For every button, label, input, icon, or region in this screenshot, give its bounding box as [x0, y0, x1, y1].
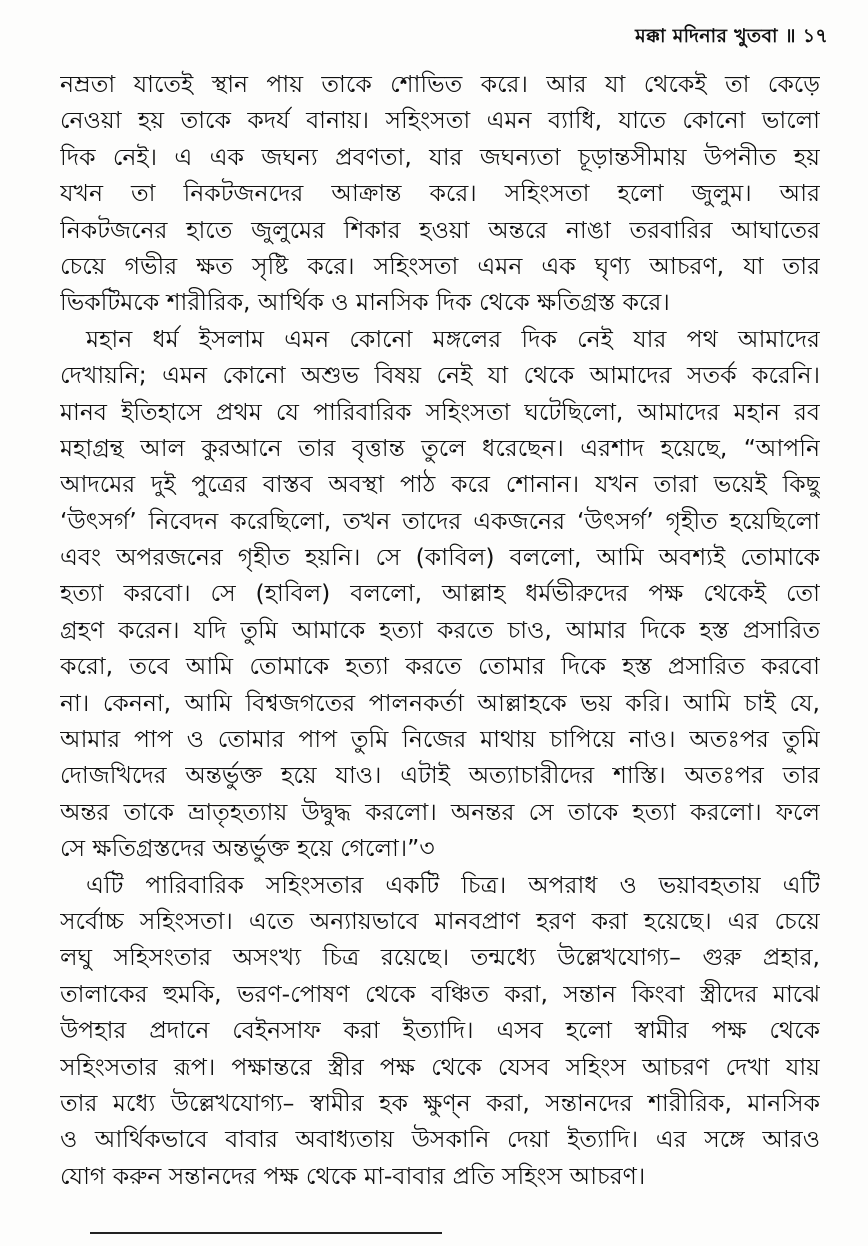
- running-header: মক্কা মদিনার খুতবা ॥ ১৭: [635, 25, 828, 47]
- text-line: করো, তবে আমি তোমাকে হত্যা করতে তোমার দিকে হস্ত প্রসারিত করবো: [60, 652, 820, 681]
- text-line: আদমের দুই পুত্রের বাস্তব অবস্থা পাঠ করে শোনান। যখন তারা ভয়েই কিছু: [60, 470, 820, 499]
- text-line: এবং অপরজনের গৃহীত হয়নি। সে (কাবিল) বললো, আমি অবশ্যই তোমাকে: [60, 543, 820, 572]
- text-line: গ্রহণ করেন। যদি তুমি আমাকে হত্যা করতে চাও, আমার দিকে হস্ত প্রসারিত: [60, 615, 820, 644]
- text-line: হত্যা করবো। সে (হাবিল) বললো, আল্লাহ ধর্মভীরুদের পক্ষ থেকেই তো: [60, 579, 820, 608]
- text-line: দিক নেই। এ এক জঘন্য প্রবণতা, যার জঘন্যতা চূড়ান্তসীমায় উপনীত হয়: [60, 142, 820, 171]
- text-line: নম্রতা যাতেই স্থান পায় তাকে শোভিত করে। আর যা থেকেই তা কেড়ে: [60, 70, 820, 98]
- text-line: যোগ করুন সন্তানদের পক্ষ থেকে মা-বাবার প্রতি সহিংস আচরণ।: [60, 1161, 646, 1190]
- text-line: নিকটজনের হাতে জুলুমের শিকার হওয়া অন্তরে নাঙা তরবারির আঘাতের: [60, 215, 820, 244]
- text-line: মহান ধর্ম ইসলাম এমন কোনো মঙ্গলের দিক নেই যার পথ আমাদের: [86, 324, 820, 353]
- text-line: দেখায়নি; এমন কোনো অশুভ বিষয় নেই যা থেকে আমাদের সতর্ক করেনি।: [60, 361, 820, 390]
- text-line: না। কেননা, আমি বিশ্বজগতের পালনকর্তা আল্লাহকে ভয় করি। আমি চাই যে,: [60, 688, 820, 717]
- text-line: ‘উৎসর্গ’ নিবেদন করেছিলো, তখন তাদের একজনের ‘উৎসর্গ’ গৃহীত হয়েছিলো: [60, 506, 820, 535]
- text-line: তালাকের হুমকি, ভরণ-পোষণ থেকে বঞ্চিত করা, সন্তান কিংবা স্ত্রীদের মাঝে: [60, 979, 820, 1008]
- text-line: অন্তর তাকে ভ্রাতৃহত্যায় উদ্বুদ্ধ করলো। অনন্তর সে তাকে হত্যা করলো। ফলে: [60, 797, 820, 826]
- text-line: নেওয়া হয় তাকে কদর্য বানায়। সহিংসতা এমন ব্যাধি, যাতে কোনো ভালো: [60, 106, 820, 135]
- text-line: এটি পারিবারিক সহিংসতার একটি চিত্র। অপরাধ ও ভয়াবহতায় এটি: [86, 870, 820, 899]
- text-line: সর্বোচ্চ সহিংসতা। এতে অন্যায়ভাবে মানবপ্রাণ হরণ করা হয়েছে। এর চেয়ে: [60, 906, 820, 935]
- text-line: লঘু সহিসংতার অসংখ্য চিত্র রয়েছে। তন্মধ্যে উল্লেখযোগ্য– গুরু প্রহার,: [60, 943, 820, 972]
- footnote-divider: [90, 1232, 442, 1234]
- text-line: উপহার প্রদানে বেইনসাফ করা ইত্যাদি। এসব হলো স্বামীর পক্ষ থেকে: [60, 1016, 820, 1045]
- text-line: মানব ইতিহাসে প্রথম যে পারিবারিক সহিংসতা ঘটেছিলো, আমাদের মহান রব: [60, 397, 820, 426]
- body-text: [60, 66, 820, 1194]
- text-line: চেয়ে গভীর ক্ষত সৃষ্টি করে। সহিংসতা এমন এক ঘৃণ্য আচরণ, যা তার: [60, 251, 820, 280]
- text-line: মহাগ্রন্থ আল কুরআনে তার বৃত্তান্ত তুলে ধরেছেন। এরশাদ হয়েছে, “আপনি: [60, 433, 820, 462]
- text-line: ও আর্থিকভাবে বাবার অবাধ্যতায় উসকানি দেয়া ইত্যাদি। এর সঙ্গে আরও: [60, 1125, 820, 1154]
- text-line: যখন তা নিকটজনদের আক্রান্ত করে। সহিংসতা হলো জুলুম। আর: [60, 179, 820, 208]
- text-line: দোজখিদের অন্তর্ভুক্ত হয়ে যাও। এটাই অত্যাচারীদের শাস্তি। অতঃপর তার: [60, 761, 820, 790]
- text-line: ভিকটিমকে শারীরিক, আর্থিক ও মানসিক দিক থেকে ক্ষতিগ্রস্ত করে।: [60, 288, 670, 317]
- text-line: সে ক্ষতিগ্রস্তদের অন্তর্ভুক্ত হয়ে গেলো।”৩: [60, 834, 435, 863]
- text-line: আমার পাপ ও তোমার পাপ তুমি নিজের মাথায় চাপিয়ে নাও। অতঃপর তুমি: [60, 725, 820, 754]
- text-line: তার মধ্যে উল্লেখযোগ্য– স্বামীর হক ক্ষুণ্ন করা, সন্তানদের শারীরিক, মানসিক: [60, 1088, 820, 1117]
- text-line: সহিংসতার রূপ। পক্ষান্তরে স্ত্রীর পক্ষ থেকে যেসব সহিংস আচরণ দেখা যায়: [60, 1052, 820, 1081]
